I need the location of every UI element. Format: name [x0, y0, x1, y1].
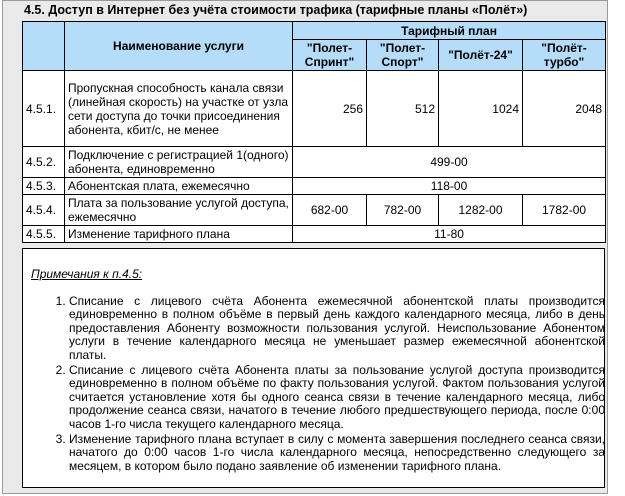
- notes-title: Примечания к п.4.5:: [31, 267, 143, 281]
- table-row: [23, 195, 606, 226]
- list-item: 1. Списание с лицевого счёта Абонента ежемесячной абонентской платы производится единовременно в полном объёме в первый день каждого календарного месяца, либо в день предоставления Абоненту возможности пользования услугой. Неиспользование Абонентом услуги в течение календарного месяца не уменьшает размер ежемесячной абонентской платы.: [69, 295, 605, 362]
- row-number: 4.5.5.: [23, 226, 65, 243]
- list-item: 2. Списание с лицевого счёта Абонента платы за пользование услугой доступа производится единовременно в полном объёме по факту пользования услугой. Фактом пользования услугой считается установление хотя бы одного сеанса связи в течение календарного месяца, либо продолжение сеанса связи, начатого в течение любого предшествующего периода, после 0:00 часов 1-го числа текущего календарного месяца.: [69, 364, 605, 431]
- section-heading: 4.5. Доступ в Интернет без учёта стоимости трафика (тарифные планы «Полёт»): [24, 3, 528, 17]
- list-item: 3. Изменение тарифного плана вступает в силу с момента завершения последнего сеанса связи, начатого до 0:00 часов 1-го числа календарного месяца, непосредственно следующего за месяцем, в котором было подано заявление об изменении тарифного плана.: [69, 433, 605, 473]
- header-plan-sport: "Полет-Спорт": [367, 40, 439, 71]
- row-value: 499-00: [293, 147, 606, 178]
- notes-block: [22, 248, 605, 488]
- row-service-name: Абонентская плата, ежемесячно: [65, 178, 293, 195]
- header-plan-group: Тарифный план: [293, 22, 606, 40]
- header-plan-sprint: "Полет-Спринт": [293, 40, 367, 71]
- header-number-cell: [23, 22, 65, 71]
- header-plan-turbo: "Полёт-турбо": [523, 40, 606, 71]
- row-number: 4.5.2.: [23, 147, 65, 178]
- table-row: [23, 71, 606, 147]
- row-service-name: Подключение с регистрацией 1(одного) абонента, единовременно: [65, 147, 293, 178]
- header-plan-24: "Полёт-24": [439, 40, 523, 71]
- tariff-table: [22, 21, 606, 243]
- row-value: 1282-00: [439, 195, 523, 226]
- row-service-name: Пропускная способность канала связи (линейная скорость) на участке от узла сети доступа до точки присоединения абонента, кбит/с, не менее: [65, 71, 293, 147]
- notes-list: [31, 295, 605, 475]
- row-number: 4.5.3.: [23, 178, 65, 195]
- row-value: 682-00: [293, 195, 367, 226]
- row-number: 4.5.4.: [23, 195, 65, 226]
- row-value: 782-00: [367, 195, 439, 226]
- row-service-name: Плата за пользование услугой доступа, ежемесячно: [65, 195, 293, 226]
- row-value: 256: [293, 71, 367, 147]
- row-value: 2048: [523, 71, 606, 147]
- row-service-name: Изменение тарифного плана: [65, 226, 293, 243]
- row-value: 11-80: [293, 226, 606, 243]
- row-value: 118-00: [293, 178, 606, 195]
- header-service-name: Наименование услуги: [65, 22, 293, 71]
- page-scrollbar[interactable]: [611, 0, 625, 496]
- table-row: [23, 226, 606, 243]
- row-value: 1024: [439, 71, 523, 147]
- table-row: [23, 178, 606, 195]
- row-value: 1782-00: [523, 195, 606, 226]
- table-row: [23, 147, 606, 178]
- row-value: 512: [367, 71, 439, 147]
- row-number: 4.5.1.: [23, 71, 65, 147]
